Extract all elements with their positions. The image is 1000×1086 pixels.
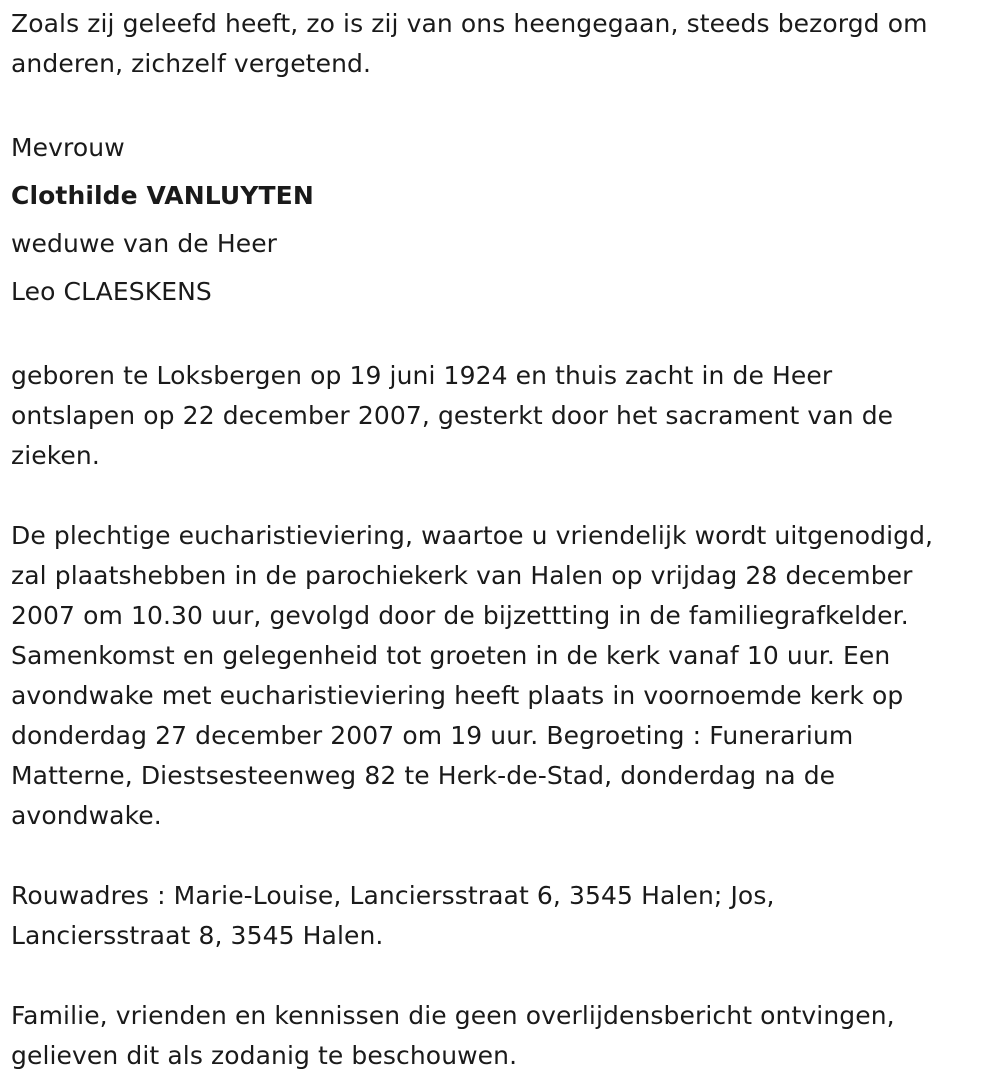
- ceremony-line: zal plaatshebben in de parochiekerk van Halen op vrijdag 28 december: [11, 561, 913, 590]
- ceremony-line: Samenkomst en gelegenheid tot groeten in de kerk vanaf 10 uur. Een: [11, 641, 891, 670]
- birth-death-line: zieken.: [11, 441, 100, 470]
- deceased-name: Clothilde VANLUYTEN: [11, 181, 314, 210]
- ceremony-line: avondwake.: [11, 801, 162, 830]
- ceremony-line: Matterne, Diestsesteenweg 82 te Herk-de-Stad, donderdag na de: [11, 761, 836, 790]
- birth-death-paragraph: [11, 356, 991, 476]
- address-line: Rouwadres : Marie-Louise, Lanciersstraat 6, 3545 Halen; Jos,: [11, 881, 775, 910]
- deceased-relation: weduwe van de Heer: [11, 229, 278, 258]
- birth-death-line: ontslapen op 22 december 2007, gesterkt door het sacrament van de: [11, 401, 894, 430]
- closing-line: gelieven dit als zodanig te beschouwen.: [11, 1041, 518, 1070]
- closing-paragraph: [11, 996, 991, 1076]
- ceremony-line: 2007 om 10.30 uur, gevolgd door de bijzettting in de familiegrafkelder.: [11, 601, 909, 630]
- intro-line: anderen, zichzelf vergetend.: [11, 49, 372, 78]
- ceremony-line: avondwake met eucharistieviering heeft plaats in voornoemde kerk op: [11, 681, 904, 710]
- ceremony-line: De plechtige eucharistieviering, waartoe u vriendelijk wordt uitgenodigd,: [11, 521, 934, 550]
- closing-line: Familie, vrienden en kennissen die geen overlijdensbericht ontvingen,: [11, 1001, 895, 1030]
- intro-paragraph: [11, 4, 991, 84]
- obituary-document: [11, 4, 991, 1076]
- deceased-spouse: Leo CLAESKENS: [11, 277, 212, 306]
- intro-line: Zoals zij geleefd heeft, zo is zij van ons heengegaan, steeds bezorgd om: [11, 9, 928, 38]
- ceremony-line: donderdag 27 december 2007 om 19 uur. Begroeting : Funerarium: [11, 721, 854, 750]
- ceremony-paragraph: [11, 516, 991, 836]
- deceased-block: [11, 124, 991, 316]
- address-line: Lanciersstraat 8, 3545 Halen.: [11, 921, 384, 950]
- deceased-title: Mevrouw: [11, 133, 125, 162]
- address-paragraph: [11, 876, 991, 956]
- birth-death-line: geboren te Loksbergen op 19 juni 1924 en thuis zacht in de Heer: [11, 361, 833, 390]
